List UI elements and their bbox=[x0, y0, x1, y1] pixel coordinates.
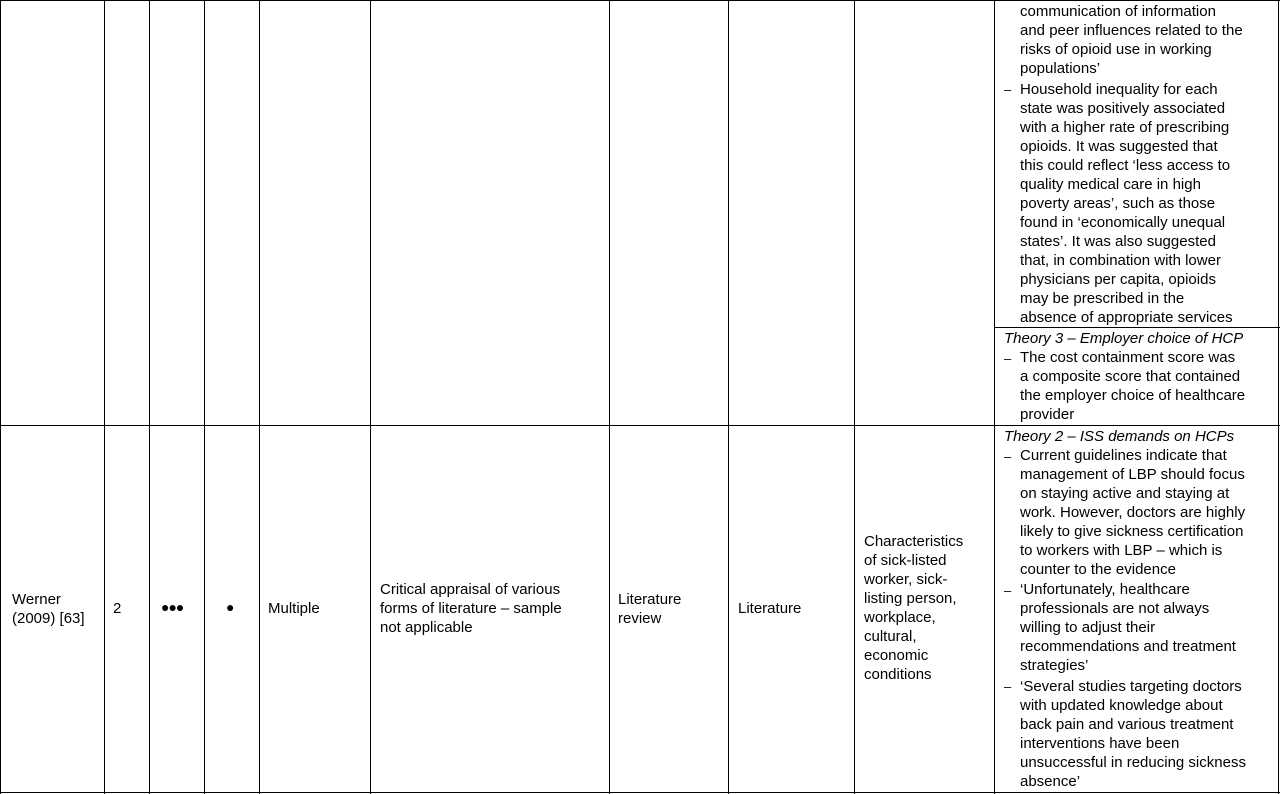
factors-line: listing person, bbox=[864, 590, 957, 607]
data-source: Literature bbox=[738, 600, 802, 617]
findings-line: a composite score that contained bbox=[1020, 368, 1241, 385]
findings-line: Household inequality for each bbox=[1020, 81, 1218, 98]
findings-line: absence’ bbox=[1020, 773, 1081, 790]
findings-line: with updated knowledge about bbox=[1020, 697, 1223, 714]
findings-line: communication of information bbox=[1020, 3, 1216, 20]
factors-line: Characteristics bbox=[864, 533, 964, 550]
table-bottom-border bbox=[0, 792, 1280, 793]
findings-line: back pain and various treatment bbox=[1020, 716, 1234, 733]
factors-line: economic bbox=[864, 647, 929, 664]
findings-line: unsuccessful in reducing sickness bbox=[1020, 754, 1246, 771]
bullet-dash: – bbox=[1004, 449, 1012, 464]
findings-line: absence of appropriate services bbox=[1020, 309, 1233, 326]
factors-line: cultural, bbox=[864, 628, 917, 645]
column-divider bbox=[994, 0, 995, 794]
findings-line: quality medical care in high bbox=[1020, 176, 1201, 193]
findings-line: may be prescribed in the bbox=[1020, 290, 1185, 307]
study-design: Literature bbox=[618, 591, 682, 608]
bullet-dash: – bbox=[1004, 583, 1012, 598]
findings-line: risks of opioid use in working bbox=[1020, 41, 1212, 58]
findings-line: work. However, doctors are highly bbox=[1020, 504, 1246, 521]
study-sample: Critical appraisal of various bbox=[380, 581, 561, 598]
column-divider bbox=[370, 0, 371, 794]
table-right-border bbox=[1278, 0, 1279, 794]
study-design: review bbox=[618, 610, 662, 627]
findings-line: ‘Unfortunately, healthcare bbox=[1020, 581, 1190, 598]
findings-line: on staying active and staying at bbox=[1020, 485, 1230, 502]
findings-line: likely to give sickness certification bbox=[1020, 523, 1244, 540]
relevance-rating-dot: ● bbox=[226, 599, 235, 615]
findings-line: and peer influences related to the bbox=[1020, 22, 1243, 39]
findings-line: recommendations and treatment bbox=[1020, 638, 1236, 655]
findings-line: management of LBP should focus bbox=[1020, 466, 1245, 483]
factors-line: of sick-listed bbox=[864, 552, 947, 569]
findings-line: that, in combination with lower bbox=[1020, 252, 1221, 269]
findings-line: found in ‘economically unequal bbox=[1020, 214, 1226, 231]
findings-line: The cost containment score was bbox=[1020, 349, 1236, 366]
study-setting: Multiple bbox=[268, 600, 320, 617]
findings-line: ‘Several studies targeting doctors bbox=[1020, 678, 1242, 695]
theory-heading: Theory 2 – ISS demands on HCPs bbox=[1004, 428, 1235, 445]
findings-line: state was positively associated bbox=[1020, 100, 1226, 117]
factors-line: worker, sick- bbox=[864, 571, 948, 588]
findings-line: willing to adjust their bbox=[1020, 619, 1156, 636]
findings-line: interventions have been bbox=[1020, 735, 1180, 752]
table-top-border bbox=[0, 0, 1280, 1]
findings-line: to workers with LBP – which is bbox=[1020, 542, 1223, 559]
study-sample: forms of literature – sample bbox=[380, 600, 562, 617]
factors-line: workplace, bbox=[864, 609, 936, 626]
findings-line: Current guidelines indicate that bbox=[1020, 447, 1227, 464]
findings-line: strategies’ bbox=[1020, 657, 1089, 674]
findings-line: the employer choice of healthcare bbox=[1020, 387, 1246, 404]
findings-line: this could reflect ‘less access to bbox=[1020, 157, 1231, 174]
quality-rating-dots: ●●● bbox=[161, 599, 184, 615]
study-score: 2 bbox=[113, 600, 122, 617]
column-divider bbox=[728, 0, 729, 794]
column-divider bbox=[854, 0, 855, 794]
column-divider bbox=[104, 0, 105, 794]
row-divider bbox=[0, 425, 1280, 426]
column-divider bbox=[259, 0, 260, 794]
findings-line: provider bbox=[1020, 406, 1075, 423]
column-divider bbox=[204, 0, 205, 794]
theory-heading: Theory 3 – Employer choice of HCP bbox=[1004, 330, 1244, 347]
findings-line: professionals are not always bbox=[1020, 600, 1210, 617]
findings-line: counter to the evidence bbox=[1020, 561, 1176, 578]
bullet-dash: – bbox=[1004, 82, 1012, 97]
findings-line: poverty areas’, such as those bbox=[1020, 195, 1216, 212]
findings-line: opioids. It was suggested that bbox=[1020, 138, 1218, 155]
bullet-dash: – bbox=[1004, 679, 1012, 694]
column-divider bbox=[149, 0, 150, 794]
study-citation: (2009) [63] bbox=[12, 610, 85, 627]
findings-line: populations’ bbox=[1020, 60, 1101, 77]
study-sample: not applicable bbox=[380, 619, 473, 636]
table-left-border bbox=[0, 0, 1, 794]
bullet-dash: – bbox=[1004, 351, 1012, 366]
factors-line: conditions bbox=[864, 666, 932, 683]
column-divider bbox=[609, 0, 610, 794]
findings-line: with a higher rate of prescribing bbox=[1020, 119, 1230, 136]
findings-line: states’. It was also suggested bbox=[1020, 233, 1216, 250]
findings-line: physicians per capita, opioids bbox=[1020, 271, 1216, 288]
study-citation: Werner bbox=[12, 591, 61, 608]
